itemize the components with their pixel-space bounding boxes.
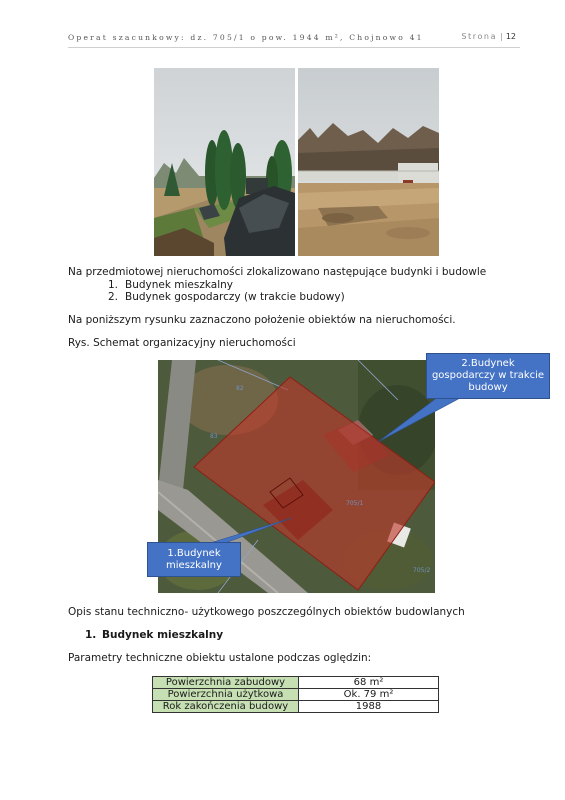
callout-line: 1.Budynek — [167, 547, 221, 559]
param-value: Ok. 79 m² — [299, 689, 439, 701]
section-heading — [85, 629, 223, 641]
drawing-note: Na poniższym rysunku zaznaczono położenie obiektów na nieruchomości. — [68, 314, 456, 326]
intro-sentence: Na przedmiotowej nieruchomości zlokalizowano następujące budynki i budowle — [68, 266, 487, 278]
list-item — [108, 279, 233, 291]
table-row — [153, 677, 439, 689]
param-label: Powierzchnia zabudowy — [153, 677, 299, 689]
page-number: 12 — [505, 32, 516, 41]
page-indicator — [461, 32, 516, 41]
plot-label: 82 — [236, 385, 244, 392]
callout-line: 2.Budynek — [461, 358, 515, 369]
param-label: Rok zakończenia budowy — [153, 701, 299, 713]
property-photo-construction — [298, 68, 439, 256]
table-row — [153, 689, 439, 701]
document-title: Operat szacunkowy: dz. 705/1 o pow. 1944 m², Chojnowo 41 — [68, 33, 424, 42]
callout-outbuilding — [426, 353, 550, 399]
page-separator: | — [500, 32, 503, 41]
page-header — [68, 33, 520, 48]
callout-line: mieszkalny — [166, 559, 222, 571]
list-number: 1. — [108, 279, 119, 291]
table-row — [153, 701, 439, 713]
page-word: Strona — [461, 32, 498, 41]
list-text: Budynek gospodarczy (w trakcie budowy) — [125, 291, 345, 303]
plot-label: 83 — [210, 433, 218, 440]
param-label: Powierzchnia użytkowa — [153, 689, 299, 701]
params-intro: Parametry techniczne obiektu ustalone podczas oględzin: — [68, 652, 372, 664]
figure-caption: Rys. Schemat organizacyjny nieruchomości — [68, 337, 296, 349]
plot-label: 705/1 — [346, 500, 364, 507]
property-photo-trees — [154, 68, 295, 256]
list-text: Budynek mieszkalny — [125, 279, 233, 291]
callout-line: gospodarczy w trakcie — [431, 370, 545, 381]
param-value: 68 m² — [299, 677, 439, 689]
plot-label: 705/2 — [413, 567, 431, 574]
param-value: 1988 — [299, 701, 439, 713]
list-number: 2. — [108, 291, 119, 303]
condition-heading: Opis stanu techniczno- użytkowego poszczególnych obiektów budowlanych — [68, 606, 465, 618]
callout-dwelling — [147, 542, 241, 577]
section-number: 1. — [85, 629, 97, 641]
section-title: Budynek mieszkalny — [102, 629, 224, 641]
list-item — [108, 291, 345, 303]
callout-line: budowy — [468, 382, 508, 393]
params-table — [152, 676, 439, 713]
